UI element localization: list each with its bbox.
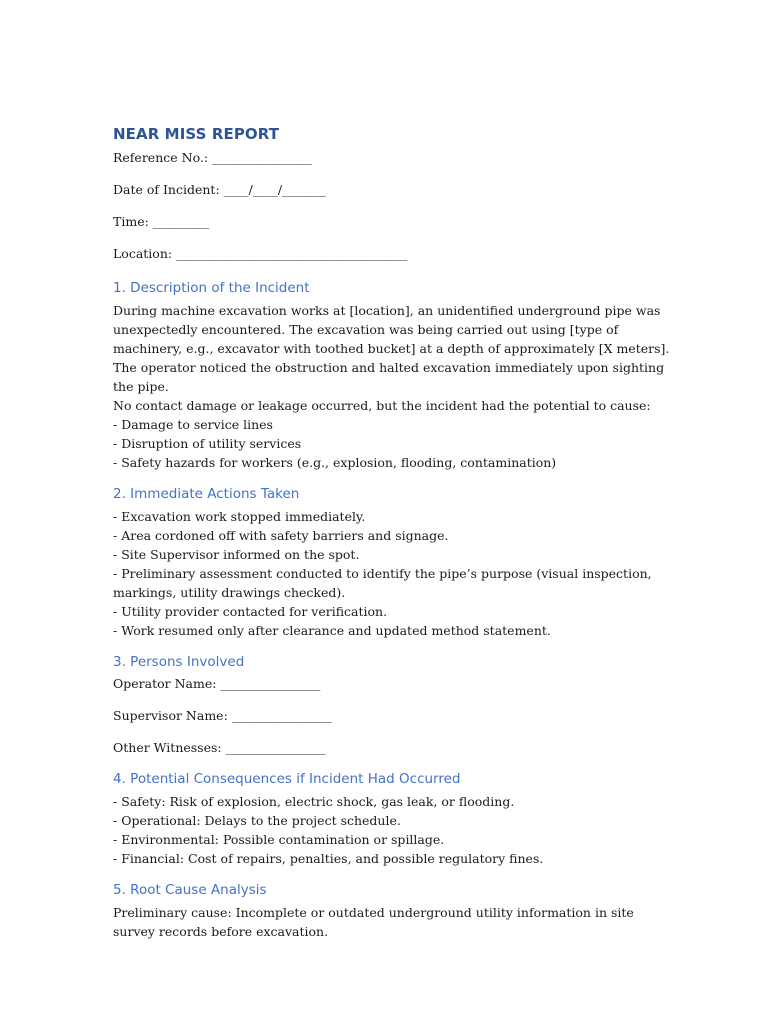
report-page bbox=[113, 122, 673, 952]
list-item: - Site Supervisor informed on the spot. bbox=[113, 547, 360, 562]
operator-name-field: Operator Name: ________________ bbox=[113, 676, 321, 691]
section-root-cause bbox=[113, 879, 673, 941]
list-item: - Preliminary assessment conducted to identify the pipe’s purpose (visual inspection, markings, utility drawings checked). bbox=[113, 566, 652, 600]
list-item: - Environmental: Possible contamination or spillage. bbox=[113, 832, 445, 847]
root-cause-paragraph: Preliminary cause: Incomplete or outdated underground utility information in site survey records before excavation. bbox=[113, 905, 634, 939]
list-item: - Damage to service lines bbox=[113, 417, 273, 432]
description-intro: No contact damage or leakage occurred, but the incident had the potential to cause: bbox=[113, 398, 651, 413]
list-item: - Financial: Cost of repairs, penalties, and possible regulatory fines. bbox=[113, 851, 544, 866]
section-heading-actions: 2. Immediate Actions Taken bbox=[113, 486, 300, 502]
description-paragraph: During machine excavation works at [location], an unidentified underground pipe was unexpectedly encountered. The excavation was being carried out using [type of machinery, e.g., excavator with toothed bucket] at a depth of approximately [X meters]. The operator noticed the obstruction and halted excavation immediately upon sighting the pipe. bbox=[113, 303, 670, 394]
list-item: - Safety hazards for workers (e.g., explosion, flooding, contamination) bbox=[113, 455, 557, 470]
date-of-incident-field: Date of Incident: ____/____/_______ bbox=[113, 182, 326, 197]
list-item: - Area cordoned off with safety barriers and signage. bbox=[113, 528, 449, 543]
list-item: - Work resumed only after clearance and updated method statement. bbox=[113, 623, 551, 638]
list-item: - Operational: Delays to the project schedule. bbox=[113, 813, 401, 828]
section-actions bbox=[113, 483, 673, 640]
section-description bbox=[113, 277, 673, 472]
list-item: - Safety: Risk of explosion, electric shock, gas leak, or flooding. bbox=[113, 794, 515, 809]
other-witnesses-field: Other Witnesses: ________________ bbox=[113, 740, 326, 755]
list-item: - Disruption of utility services bbox=[113, 436, 302, 451]
section-consequences bbox=[113, 768, 673, 868]
list-item: - Utility provider contacted for verification. bbox=[113, 604, 388, 619]
section-heading-root-cause: 5. Root Cause Analysis bbox=[113, 882, 267, 898]
location-field: Location: _____________________________________ bbox=[113, 246, 408, 261]
section-persons bbox=[113, 651, 673, 757]
time-field: Time: _________ bbox=[113, 214, 210, 229]
supervisor-name-field: Supervisor Name: ________________ bbox=[113, 708, 332, 723]
reference-number-field: Reference No.: ________________ bbox=[113, 150, 313, 165]
list-item: - Excavation work stopped immediately. bbox=[113, 509, 366, 524]
document-title: NEAR MISS REPORT bbox=[113, 125, 280, 143]
section-heading-consequences: 4. Potential Consequences if Incident Had Occurred bbox=[113, 771, 461, 787]
section-heading-description: 1. Description of the Incident bbox=[113, 280, 310, 296]
section-heading-persons: 3. Persons Involved bbox=[113, 654, 245, 670]
